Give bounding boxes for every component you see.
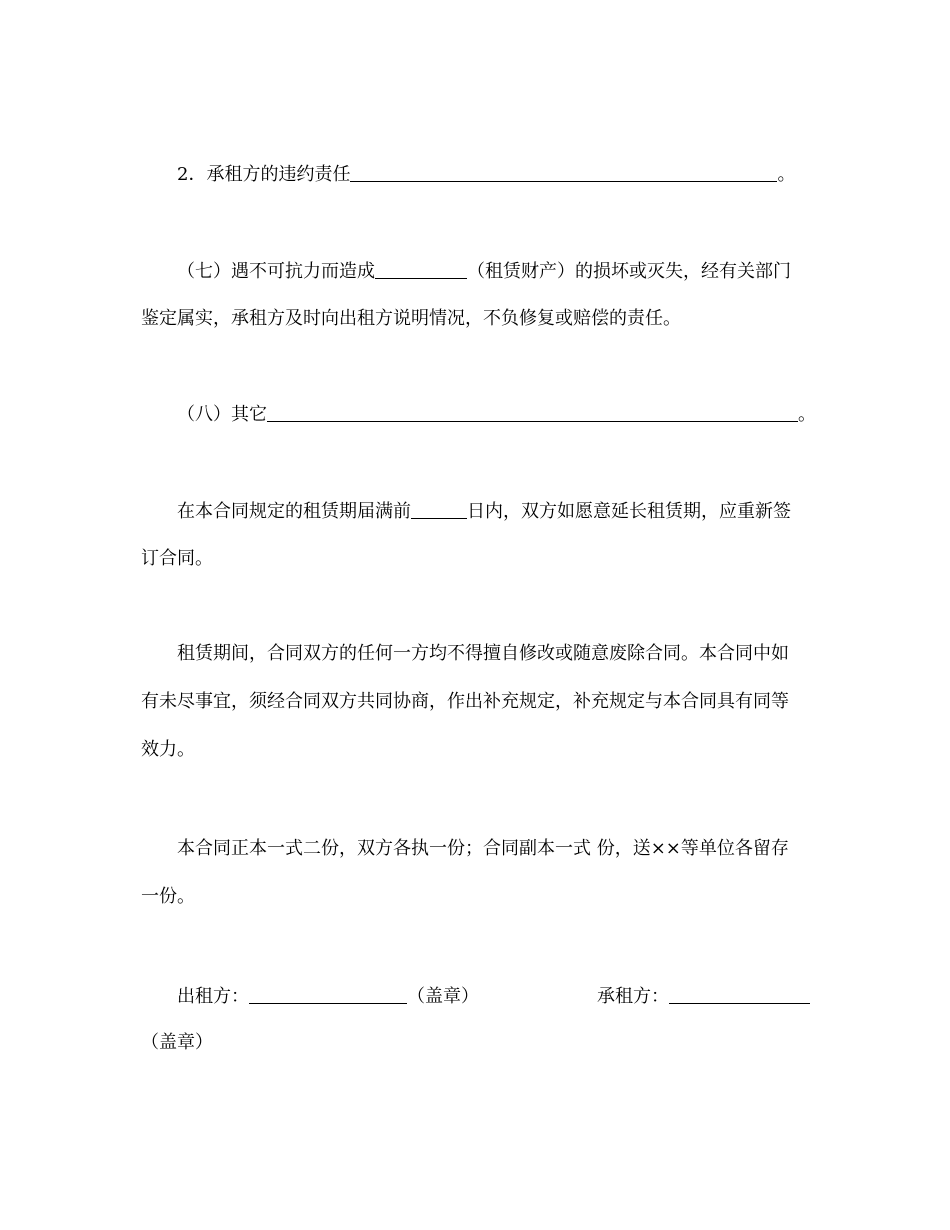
other-end: 。 — [798, 404, 816, 425]
modification-line2: 有未尽事宜，须经合同双方共同协商，作出补充规定，补充规定与本合同具有同等 — [141, 691, 789, 712]
modification-line3: 效力。 — [141, 739, 195, 760]
renewal-clause-line1 — [177, 498, 813, 524]
other-text: （八）其它 — [177, 404, 267, 425]
force-majeure-text-a: （七）遇不可抗力而造成 — [177, 261, 375, 282]
modification-clause-line1 — [177, 641, 813, 667]
lessee-seal-line — [141, 1030, 813, 1056]
modification-clause-line3 — [141, 737, 813, 763]
copies-line1: 本合同正本一式二份，双方各执一份；合同副本一式 份，送××等单位各留存 — [177, 838, 789, 859]
other-clause — [177, 401, 816, 427]
lessee-liability-blank — [350, 163, 777, 182]
other-blank — [267, 403, 798, 422]
lessee-seal: （盖章） — [141, 1032, 213, 1053]
lessee-liability-clause — [177, 161, 813, 187]
renewal-line2: 订合同。 — [141, 548, 213, 569]
lessee-liability-end: 。 — [777, 164, 796, 185]
copies-clause-line2 — [141, 884, 813, 910]
copies-line2: 一份。 — [141, 886, 195, 907]
renewal-text-b: 日内，双方如愿意延长租赁期，应重新签 — [467, 501, 791, 522]
force-majeure-line2: 鉴定属实，承租方及时向出租方说明情况，不负修复或赔偿的责任。 — [141, 308, 681, 329]
force-majeure-clause-line1 — [177, 258, 813, 284]
lessor-seal: （盖章） — [407, 986, 479, 1007]
lessor-label: 出租方： — [177, 986, 249, 1007]
copies-clause-line1 — [177, 836, 813, 862]
renewal-clause-line2 — [141, 546, 813, 572]
renewal-text-a: 在本合同规定的租赁期届满前 — [177, 501, 411, 522]
force-majeure-text-b: （租赁财产）的损坏或灭失，经有关部门 — [467, 261, 791, 282]
modification-clause-line2 — [141, 689, 813, 715]
lessee-signature-blank — [669, 985, 810, 1004]
lessor-signature-blank — [249, 985, 407, 1004]
lessee-liability-text: 2．承租方的违约责任 — [177, 164, 351, 185]
force-majeure-blank — [375, 260, 467, 279]
lessee-label: 承租方： — [597, 986, 669, 1007]
force-majeure-clause-line2 — [141, 306, 813, 332]
modification-line1: 租赁期间，合同双方的任何一方均不得擅自修改或随意废除合同。本合同中如 — [177, 643, 789, 664]
renewal-days-blank — [411, 500, 467, 519]
signature-line — [177, 983, 813, 1009]
